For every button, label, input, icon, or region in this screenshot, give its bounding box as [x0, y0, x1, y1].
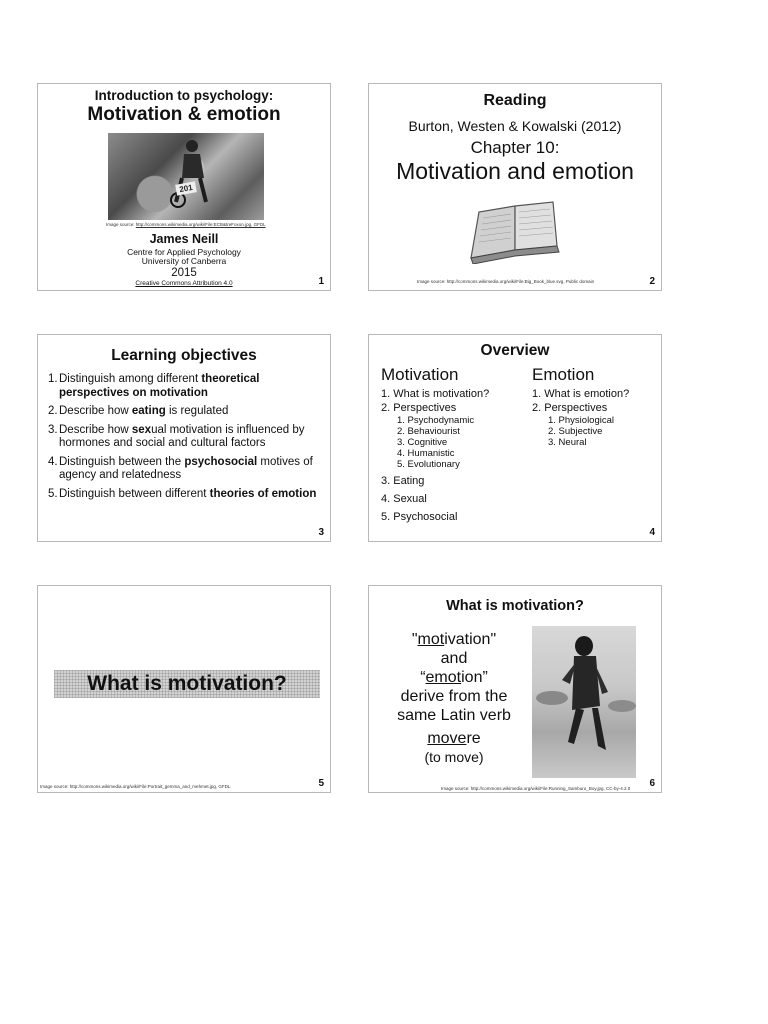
slide-subtitle: Introduction to psychology:	[94, 88, 274, 103]
cyclist-photo	[108, 133, 264, 220]
objective-item	[48, 424, 324, 451]
slide-3	[37, 334, 331, 542]
slide-number: 3	[318, 527, 324, 538]
image-source: Image source: http://commons.wikimedia.org/wiki/File:Portrait_gemma_and_mehmet.jpg, GFDL	[40, 784, 231, 789]
objective-bold: theories of emotion	[209, 487, 317, 500]
overview-item: 2. Perspectives	[381, 402, 457, 414]
word-rest: ivation"	[444, 631, 497, 648]
perspective-item: 1. Psychodynamic	[397, 415, 475, 426]
slide-4	[368, 334, 662, 542]
boy-figure	[532, 626, 636, 778]
overview-item: 4. Sexual	[381, 493, 427, 505]
overview-item: 1. What is motivation?	[381, 388, 490, 400]
perspective-item: 4. Humanistic	[397, 448, 455, 459]
slide-number: 4	[649, 527, 655, 538]
objective-bold: psychosocial	[184, 455, 258, 468]
running-boy-photo	[532, 626, 636, 778]
overview-item: 2. Perspectives	[532, 402, 608, 414]
objective-number: 2.	[48, 405, 58, 417]
objective-number: 5.	[48, 487, 58, 500]
slide-1	[37, 83, 331, 291]
book-icon	[465, 198, 563, 264]
objective-bold: sex	[131, 423, 152, 436]
book-authors: Burton, Westen & Kowalski (2012)	[408, 118, 622, 134]
objective-bold: eating	[131, 405, 166, 417]
race-bib: 201	[175, 181, 197, 195]
objective-text-end: is regulated	[165, 405, 229, 417]
affiliation-centre: Centre for Applied Psychology	[127, 247, 241, 257]
root-mot: mot	[417, 631, 445, 648]
objectives-list	[48, 373, 324, 506]
slide-title: Motivation & emotion	[87, 104, 281, 125]
slide-6	[368, 585, 662, 793]
translation: (to move)	[424, 749, 484, 765]
quote-mark: “	[420, 669, 426, 686]
slide-heading: Reading	[483, 92, 547, 109]
objective-number: 1.	[48, 373, 58, 385]
perspective-item: 3. Cognitive	[397, 437, 448, 448]
cyclist-figure	[170, 138, 210, 208]
slide-heading: What is motivation?	[446, 598, 584, 614]
quote-mark: "	[411, 631, 418, 648]
text-line: same Latin verb	[397, 707, 511, 724]
text-line: derive from the	[400, 688, 508, 705]
image-source-prefix: Image source:	[106, 222, 135, 227]
perspective-item: 1. Physiological	[548, 415, 615, 426]
etymology-text	[379, 630, 529, 767]
slide-2	[368, 83, 662, 291]
image-source: Image source: http://commons.wikimedia.org/wiki/File:Big_Book_blue.svg, Public domain	[417, 279, 595, 284]
license-link[interactable]: Creative Commons Attribution 4.0	[135, 280, 233, 287]
objective-text-end: ual motivation is influenced by hormones and social and cultural factors	[59, 423, 305, 449]
objective-item	[48, 488, 324, 502]
word-and: and	[440, 650, 468, 667]
root-emot: emot	[425, 669, 462, 686]
overview-item: 1. What is emotion?	[532, 388, 630, 400]
objective-item	[48, 405, 324, 419]
root-move: move	[427, 730, 467, 747]
objective-number: 4.	[48, 455, 58, 468]
image-source-link[interactable]: http://commons.wikimedia.org/wiki/File:ECB&treFoxon.jpg, GFDL	[135, 222, 266, 227]
slide-number: 5	[318, 778, 324, 789]
perspective-item: 5. Evolutionary	[397, 459, 460, 470]
slide-heading: Learning objectives	[111, 347, 257, 364]
image-source	[106, 222, 266, 227]
perspective-item: 2. Behaviourist	[397, 426, 460, 437]
year: 2015	[171, 267, 197, 279]
overview-item: 3. Eating	[381, 475, 425, 487]
word-movere	[379, 729, 529, 748]
column-title: Motivation	[381, 365, 459, 384]
title-banner	[54, 670, 320, 698]
objective-text: Distinguish between the	[59, 455, 185, 468]
chapter-title: Motivation and emotion	[396, 158, 634, 184]
chapter-label: Chapter 10:	[470, 138, 560, 157]
objective-text: Distinguish among different	[59, 373, 202, 385]
word-motivation	[379, 630, 529, 649]
objective-text: Describe how	[59, 405, 132, 417]
motivation-column	[381, 365, 489, 524]
objective-bold: theoretical perspectives on motivation	[59, 373, 260, 399]
slide-heading: Overview	[480, 342, 550, 359]
word-rest: re	[466, 730, 481, 747]
slide-number: 6	[649, 778, 655, 789]
slide-5	[37, 585, 331, 793]
objective-item	[48, 373, 324, 400]
perspective-item: 3. Neural	[548, 437, 587, 448]
slide-number: 2	[649, 276, 655, 287]
objective-text: Distinguish between different	[59, 487, 210, 500]
objective-text-end: motives of agency and relatedness	[59, 455, 313, 481]
slide-title: What is motivation?	[87, 672, 287, 695]
objective-text: Describe how	[59, 423, 132, 436]
word-rest: ion”	[461, 669, 488, 686]
overview-item: 5. Psychosocial	[381, 511, 458, 523]
image-source: Image source: http://commons.wikimedia.org/wiki/File:Running_Samburu_Boy.jpg, CC-by-4.2.0	[441, 786, 631, 791]
perspective-item: 2. Subjective	[548, 426, 603, 437]
author-name: James Neill	[149, 232, 219, 246]
word-emotion	[379, 668, 529, 687]
objective-item	[48, 456, 324, 483]
column-title: Emotion	[532, 365, 595, 384]
slide-number: 1	[318, 276, 324, 287]
affiliation-university: University of Canberra	[141, 256, 227, 266]
objective-number: 3.	[48, 423, 58, 436]
emotion-column	[532, 365, 629, 448]
